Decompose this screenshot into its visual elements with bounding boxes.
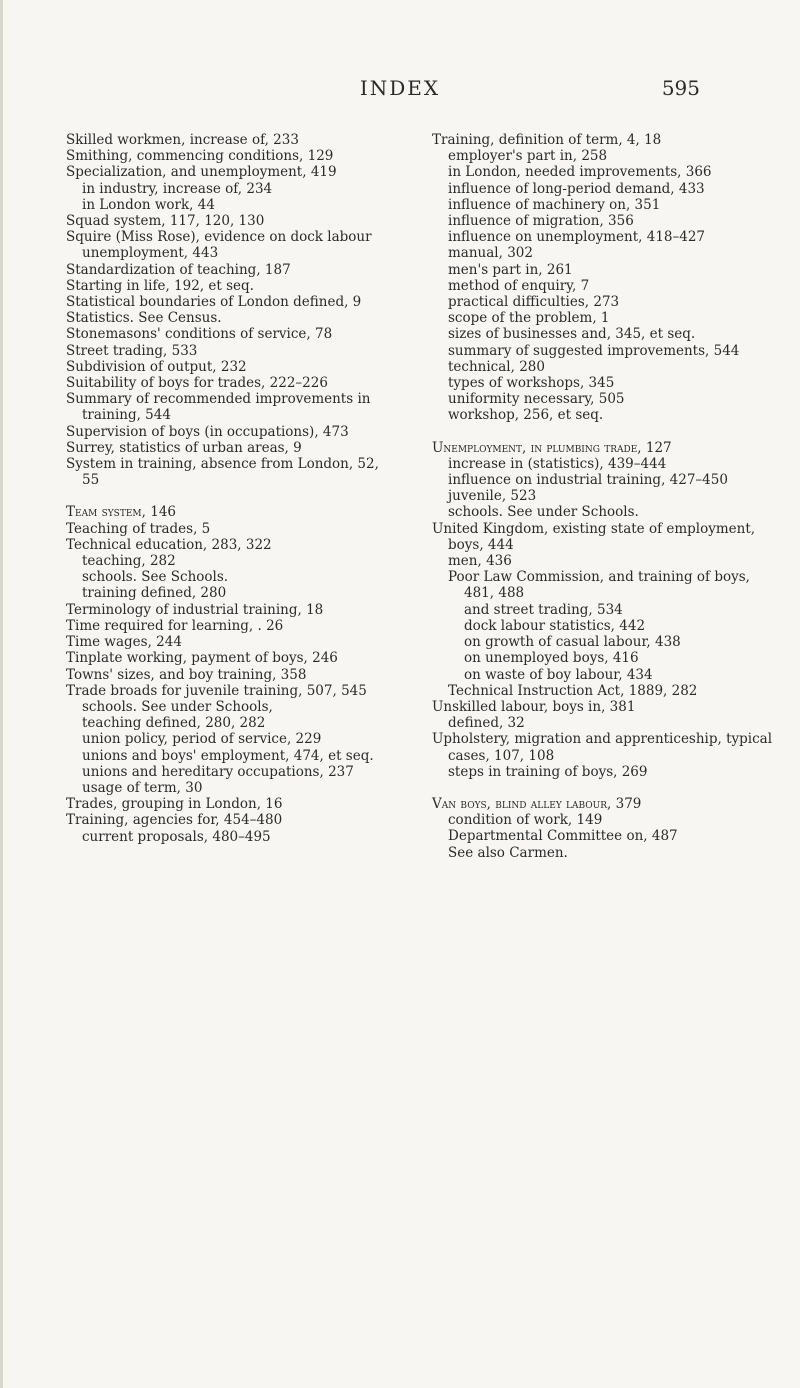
- index-entry: Smithing, commencing conditions, 129: [66, 148, 334, 165]
- index-entry: Terminology of industrial training, 18: [66, 601, 324, 618]
- index-subentry: teaching, 282: [82, 553, 176, 570]
- index-subentry: summary of suggested improvements, 544: [448, 342, 740, 359]
- index-entry: Squad system, 117, 120, 130: [66, 213, 265, 230]
- index-subentry: on growth of casual labour, 438: [464, 634, 681, 651]
- index-entry: Trades, grouping in London, 16: [66, 796, 283, 813]
- index-entry: Tinplate working, payment of boys, 246: [66, 650, 338, 667]
- index-entry: Stonemasons' conditions of service, 78: [66, 326, 333, 343]
- index-subentry: technical, 280: [448, 358, 545, 375]
- index-subentry: and street trading, 534: [464, 601, 623, 618]
- index-entry: Supervision of boys (in occupations), 473: [66, 423, 349, 440]
- index-subentry: increase in (statistics), 439–444: [448, 455, 667, 472]
- index-entry: Standardization of teaching, 187: [66, 261, 291, 278]
- index-subentry: influence on industrial training, 427–450: [448, 472, 728, 489]
- index-subentry: current proposals, 480–495: [82, 828, 271, 845]
- index-entry: Time required for learning, . 26: [66, 617, 284, 634]
- page-edge-shadow: [0, 0, 3, 1388]
- index-entry: Street trading, 533: [66, 342, 198, 359]
- index-subentry: on waste of boy labour, 434: [464, 666, 653, 683]
- index-subentry: condition of work, 149: [448, 812, 603, 829]
- page-title: INDEX: [359, 76, 441, 100]
- index-subentry: influence of long-period demand, 433: [448, 180, 705, 197]
- index-subentry: practical difficulties, 273: [448, 294, 620, 311]
- index-subentry: sizes of businesses and, 345, et seq.: [448, 326, 696, 343]
- index-entry: Towns' sizes, and boy training, 358: [66, 666, 307, 683]
- index-subentry: schools. See under Schools,: [82, 698, 273, 715]
- index-entry: Unemployment, in plumbing trade, 127: [432, 439, 672, 456]
- index-entry: United Kingdom, existing state of employment, boys, 444: [432, 520, 756, 553]
- index-entry: Van boys, blind alley labour, 379: [432, 795, 642, 812]
- index-subentry: schools. See Schools.: [82, 569, 229, 586]
- index-entry: Summary of recommended improvements in training, 544: [66, 391, 371, 424]
- index-entry: Starting in life, 192, et seq.: [66, 277, 254, 294]
- index-subentry: in London, needed improvements, 366: [448, 164, 712, 181]
- index-subentry: defined, 32: [448, 715, 525, 732]
- index-subentry: influence of machinery on, 351: [448, 196, 661, 213]
- index-entry: Subdivision of output, 232: [66, 358, 247, 375]
- index-entry: Time wages, 244: [66, 634, 182, 651]
- index-entry: Training, definition of term, 4, 18: [432, 132, 662, 148]
- index-entry: Surrey, statistics of urban areas, 9: [66, 439, 302, 456]
- index-subentry: training defined, 280: [82, 585, 227, 602]
- index-subentry: juvenile, 523: [448, 488, 537, 505]
- index-entry: Suitability of boys for trades, 222–226: [66, 375, 328, 392]
- index-subentry: unions and boys' employment, 474, et seq.: [82, 747, 374, 764]
- index-subentry: Technical Instruction Act, 1889, 282: [448, 682, 698, 699]
- index-subentry: manual, 302: [448, 245, 533, 262]
- section-spacer: [432, 780, 777, 796]
- index-subentry: in London work, 44: [82, 196, 215, 213]
- index-subentry: union policy, period of service, 229: [82, 731, 322, 748]
- index-entry: Technical education, 283, 322: [66, 536, 272, 553]
- section-spacer: [66, 488, 396, 504]
- index-subentry: men, 436: [448, 553, 512, 570]
- index-entry: Specialization, and unemployment, 419: [66, 164, 337, 181]
- page-number: 595: [661, 76, 700, 100]
- index-subentry: employer's part in, 258: [448, 148, 608, 165]
- index-subentry: usage of term, 30: [82, 779, 203, 796]
- index-subentry: schools. See under Schools.: [448, 504, 639, 521]
- index-subentry: dock labour statistics, 442: [464, 617, 646, 634]
- index-subentry: on unemployed boys, 416: [464, 650, 639, 667]
- index-subentry: workshop, 256, et seq.: [448, 407, 604, 424]
- index-entry: Squire (Miss Rose), evidence on dock labour unemployment, 443: [66, 229, 372, 262]
- index-entry: Training, agencies for, 454–480: [66, 812, 283, 829]
- index-entry: Teaching of trades, 5: [66, 520, 211, 537]
- index-entry: Team system, 146: [66, 504, 176, 521]
- page-header: [0, 72, 800, 112]
- index-entry: Skilled workmen, increase of, 233: [66, 132, 299, 148]
- index-entry: Trade broads for juvenile training, 507, 545: [66, 682, 367, 699]
- section-spacer: [432, 424, 777, 440]
- index-entry: System in training, absence from London, 52, 55: [66, 456, 379, 489]
- index-subentry: scope of the problem, 1: [448, 310, 610, 327]
- index-subentry: steps in training of boys, 269: [448, 763, 648, 780]
- index-subentry: types of workshops, 345: [448, 375, 615, 392]
- index-subentry: method of enquiry, 7: [448, 277, 590, 294]
- index-subentry: in industry, increase of, 234: [82, 180, 273, 197]
- index-entry: Upholstery, migration and apprenticeship, typical cases, 107, 108: [432, 731, 773, 764]
- index-subentry: men's part in, 261: [448, 261, 573, 278]
- index-column-left: [66, 132, 396, 845]
- index-subentry: See also Carmen.: [448, 844, 568, 861]
- index-column-right: [432, 132, 777, 861]
- index-subentry: teaching defined, 280, 282: [82, 715, 266, 732]
- index-entry: Statistical boundaries of London defined, 9: [66, 294, 362, 311]
- index-subentry: influence on unemployment, 418–427: [448, 229, 706, 246]
- index-entry: Unskilled labour, boys in, 381: [432, 698, 636, 715]
- index-subentry: uniformity necessary, 505: [448, 391, 625, 408]
- index-subentry: Poor Law Commission, and training of boys, 481, 488: [448, 569, 750, 602]
- index-subentry: unions and hereditary occupations, 237: [82, 763, 354, 780]
- index-entry: Statistics. See Census.: [66, 310, 222, 327]
- index-subentry: influence of migration, 356: [448, 213, 634, 230]
- index-subentry: Departmental Committee on, 487: [448, 828, 678, 845]
